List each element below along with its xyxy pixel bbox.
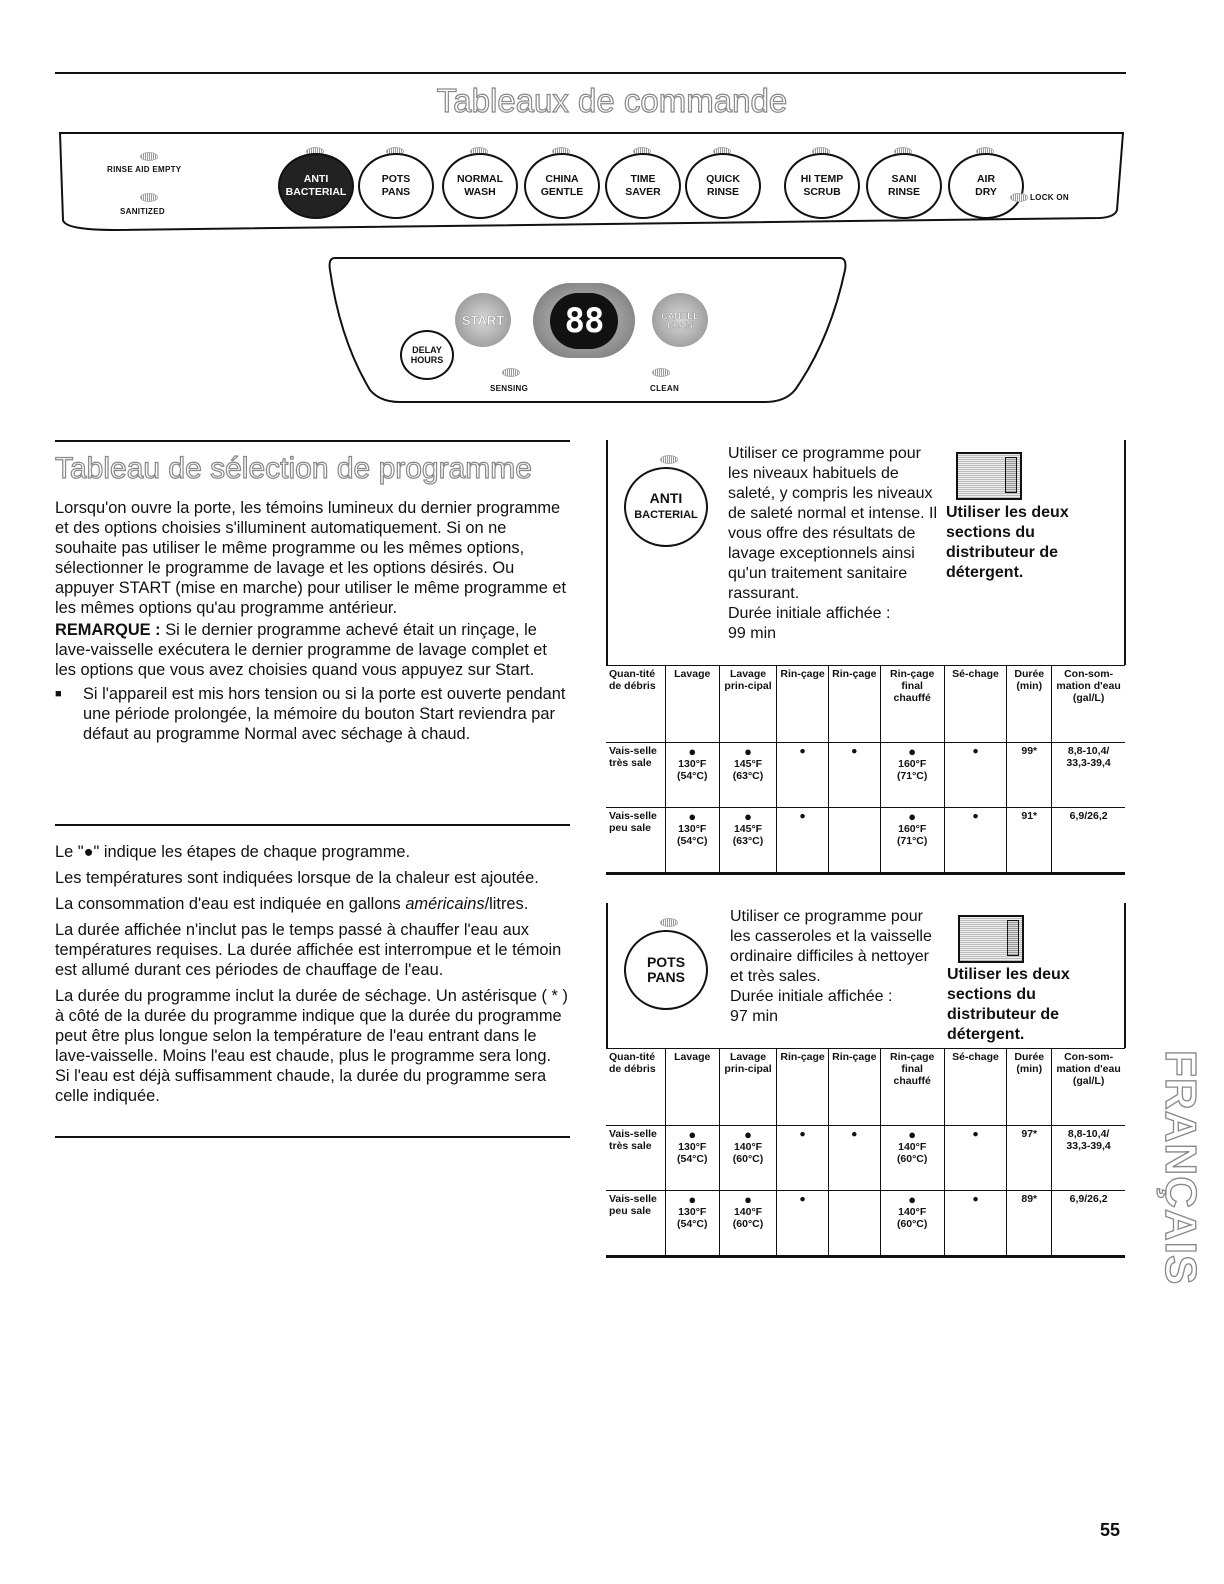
cycle1-duration-label: Durée initiale affichée :: [728, 605, 891, 622]
temperature-value: 145°F (63°C): [732, 758, 764, 782]
left-top-rule: [55, 440, 570, 442]
table-row: [606, 1191, 1125, 1257]
step-dot: ●: [688, 809, 697, 824]
table-cell: ●: [777, 1126, 829, 1191]
temperature-value: 130°F (54°C): [677, 823, 708, 847]
table-cell: 6,9/26,2: [1069, 810, 1108, 822]
step-dot: ●: [908, 1192, 917, 1207]
table-header-row: [606, 1049, 1125, 1126]
cycle-button[interactable]: [866, 153, 942, 219]
table-header-cell: Lavage prin-cipal: [719, 666, 776, 743]
temperature-value: 140°F (60°C): [732, 1206, 764, 1230]
step-dot: ●: [688, 1192, 697, 1207]
table-row: [606, 743, 1125, 808]
cycle-button-line1: HI TEMP: [800, 173, 844, 185]
table-header-cell: Lavage: [665, 1049, 719, 1126]
table-header-row: [606, 666, 1125, 743]
cycle-button[interactable]: [685, 153, 761, 219]
table-cell: Vais-selle peu sale: [606, 1191, 665, 1257]
cycle-button-line2: RINSE: [706, 186, 740, 198]
cycle2-description-block: [730, 907, 945, 1027]
cycle1-duration-value: 99 min: [728, 625, 777, 642]
cycle-button[interactable]: [442, 153, 518, 219]
step-dot: ●: [688, 1127, 697, 1142]
table-cell: [665, 1126, 719, 1191]
table-cell: ●: [828, 743, 880, 808]
table-cell: 8,8-10,4/ 33,3-39,4: [1052, 1126, 1125, 1191]
remarque-text: Si le dernier programme achevé était un rinçage, le lave-vaisselle exécutera le dernier programme de lavage complet et les options que vous avez choisies quand vous appuyez sur Start.: [55, 621, 547, 679]
temperature-value: 160°F (71°C): [896, 823, 928, 847]
cycle-button[interactable]: [605, 153, 681, 219]
table-header-cell: Durée (min): [1007, 666, 1052, 743]
note-3-text: La consommation d'eau est indiquée en gallons: [55, 895, 406, 913]
temperature-value: 145°F (63°C): [732, 823, 764, 847]
sanitized-label: SANITIZED: [120, 207, 165, 216]
cycle1-description: Utiliser ce programme pour les niveaux habituels de saleté, y compris les niveaux de saleté normal et intense. Il vous offre des résultats de lavage exceptionnels ainsi qu'un traitement sanitaire rassurant.: [728, 445, 938, 602]
drain-label: DRAIN: [667, 320, 693, 330]
display-bezel: [533, 283, 635, 358]
note-3-emphasis: américains: [405, 895, 485, 913]
table-cell: [665, 808, 719, 874]
step-dot: ●: [744, 1192, 752, 1207]
table-cell: [880, 808, 944, 874]
delay-hours-button[interactable]: [400, 330, 454, 380]
cycle-button-line1: NORMAL: [456, 173, 504, 185]
left-bottom-rule: [55, 1136, 570, 1138]
table-cell: [719, 1191, 776, 1257]
table-cell: [719, 743, 776, 808]
cycle-button-line2: BACTERIAL: [285, 186, 347, 198]
cancel-label: CANCEL: [661, 310, 699, 321]
table-header-cell: Rin-çage: [828, 1049, 880, 1126]
cycle2-led: [660, 918, 678, 927]
cycle2-left-rule: [606, 903, 608, 1048]
table-cell: ●: [944, 808, 1007, 874]
table-header-cell: Rin-çage: [777, 666, 829, 743]
table-cell: ●: [944, 1126, 1007, 1191]
cycle1-table-container: [606, 665, 1125, 875]
top-rule: [55, 72, 1126, 74]
step-dot: ●: [744, 809, 752, 824]
bullet-item: [55, 684, 570, 744]
bullet-text: Si l'appareil est mis hors tension ou si la porte est ouverte pendant une période prolongée, la mémoire du bouton Start reviendra par défaut au programme Normal avec séchage à chaud.: [83, 685, 566, 743]
cycle-button-line1: AIR: [976, 173, 996, 185]
note-3-suffix: /litres.: [484, 895, 529, 913]
table-cell: 6,9/26,2: [1069, 1193, 1108, 1205]
digital-display: 88: [564, 300, 604, 341]
table-cell: ●: [944, 743, 1007, 808]
cancel-drain-button[interactable]: [652, 293, 708, 347]
pots-pans-icon: [624, 930, 708, 1010]
cycle-button-line2: DRY: [975, 186, 997, 198]
temperature-value: 130°F (54°C): [677, 1141, 708, 1165]
table-header-cell: Sé-chage: [944, 1049, 1007, 1126]
table-header-cell: Rin-çage final chauffé: [880, 666, 944, 743]
cycle-button-line2: RINSE: [887, 186, 921, 198]
cycle2-description: Utiliser ce programme pour les casseroles et la vaisselle ordinaire difficiles à nettoyer et très sales.: [730, 908, 932, 985]
table-cell: ●: [828, 1126, 880, 1191]
cycle-button-line2: SCRUB: [803, 186, 841, 198]
step-dot: ●: [908, 809, 917, 824]
cycle-button-line2: SAVER: [625, 186, 661, 198]
note-2: Les températures sont indiquées lorsque de la chaleur est ajoutée.: [55, 869, 539, 887]
temperature-value: 160°F (71°C): [896, 758, 928, 782]
cycle2-right-rule: [1124, 903, 1126, 1048]
table-header-cell: Con-som-mation d'eau (gal/L): [1052, 1049, 1125, 1126]
lock-led: [1010, 193, 1028, 202]
cycle2-dispenser-icon: [958, 915, 1024, 963]
intro-block: [55, 498, 570, 744]
left-mid-rule: [55, 824, 570, 826]
table-cell: ●: [777, 743, 829, 808]
cycle1-description-block: [728, 444, 943, 644]
remarque-paragraph: [55, 620, 570, 680]
temperature-value: 130°F (54°C): [677, 758, 708, 782]
table-cell: [880, 1126, 944, 1191]
cycle-button[interactable]: [358, 153, 434, 219]
page-number: 55: [1100, 1520, 1121, 1540]
hours-label: HOURS: [410, 355, 444, 365]
start-button[interactable]: [455, 293, 511, 347]
table-cell: Vais-selle peu sale: [606, 808, 665, 874]
rinse-aid-empty-label: RINSE AID EMPTY: [107, 165, 182, 174]
cycle-button-label: [888, 173, 920, 199]
table-cell: 8,8-10,4/ 33,3-39,4: [1052, 743, 1125, 808]
cycle-button-line1: QUICK: [706, 173, 740, 185]
lock-on-label: LOCK ON: [1030, 193, 1069, 202]
cycle-button-label: [975, 173, 997, 199]
sanitized-led: [140, 193, 158, 202]
cycle-button-label: [801, 173, 844, 199]
table-cell: Vais-selle très sale: [606, 743, 665, 808]
delay-label: DELAY: [412, 345, 442, 355]
cycle-button-line2: PANS: [381, 186, 411, 198]
temperature-value: 140°F (60°C): [732, 1141, 764, 1165]
table-cell: Vais-selle très sale: [606, 1126, 665, 1191]
cycle-button[interactable]: [278, 153, 354, 219]
step-dot: ●: [908, 744, 917, 759]
table-cell: 89*: [1007, 1191, 1052, 1257]
remarque-label: REMARQUE :: [55, 621, 161, 639]
temperature-value: 130°F (54°C): [677, 1206, 708, 1230]
clean-label: CLEAN: [650, 384, 680, 393]
note-5: La durée du programme inclut la durée de séchage. Un astérisque ( * ) à côté de la durée du programme indique que la durée du programme peut être plus longue selon la température de l'eau entrant dans le lave-vaisselle. Moins l'eau est chaude, plus le programme sera long. Si l'eau est déjà suffisamment chaude, la durée du programme sera celle indiquée.: [55, 987, 568, 1105]
table-header-cell: Durée (min): [1007, 1049, 1052, 1126]
side-language-label: FRANÇAIS: [1156, 1050, 1205, 1286]
cycle1-left-rule: [606, 440, 608, 665]
cycle1-right-rule: [1124, 440, 1126, 665]
step-dot: ●: [688, 744, 697, 759]
cycle-table: [606, 665, 1125, 875]
table-row: [606, 1126, 1125, 1191]
section-title: Tableau de sélection de programme: [55, 452, 532, 485]
cycle-button-line1: CHINA: [545, 173, 579, 185]
table-cell: 91*: [1007, 808, 1052, 874]
anti-bacterial-icon: [624, 467, 708, 547]
cycle-button-line1: SANI: [891, 173, 917, 185]
table-cell: [665, 1191, 719, 1257]
cycle2-detergent-note: Utiliser les deux sections du distributeur de détergent.: [947, 966, 1070, 1043]
table-row: [606, 808, 1125, 874]
page-title: Tableaux de commande: [436, 82, 788, 119]
cycle2-icon-line2: PANS: [647, 969, 685, 985]
cycle-button-label: [457, 173, 503, 199]
step-dot: ●: [744, 1127, 752, 1142]
table-header-cell: Quan-tité de débris: [606, 666, 665, 743]
cycle-button-label: [382, 173, 411, 199]
clean-led: [652, 368, 670, 377]
table-header-cell: Con-som-mation d'eau (gal/L): [1052, 666, 1125, 743]
intro-paragraph: Lorsqu'on ouvre la porte, les témoins lumineux du dernier programme et des options choisies s'illuminent automatiquement. Si on ne souhaite pas utiliser le même programme ou les mêmes options, sélectionner le programme de lavage et les options désirés. Ou appuyer START (mise en marche) pour utiliser le même programme et les mêmes options qu'au programme antérieur.: [55, 499, 567, 617]
table-header-cell: Rin-çage: [777, 1049, 829, 1126]
table-cell: [719, 808, 776, 874]
table-header-cell: Rin-çage final chauffé: [880, 1049, 944, 1126]
cycle-button-line2: GENTLE: [540, 186, 584, 198]
table-cell: [880, 743, 944, 808]
table-cell: 99*: [1007, 743, 1052, 808]
table-cell: [719, 1126, 776, 1191]
table-cell: [665, 743, 719, 808]
cycle1-detergent-note: Utiliser les deux sections du distributeur de détergent.: [946, 504, 1069, 581]
cycle1-dispenser-icon: [956, 452, 1022, 500]
cycle1-icon-line2: BACTERIAL: [634, 509, 698, 521]
cycle-button-line1: ANTI: [303, 173, 329, 185]
cycle2-icon-line1: POTS: [646, 954, 686, 970]
cycle2-duration-label: Durée initiale affichée :: [730, 988, 893, 1005]
cycle-button[interactable]: [948, 153, 1024, 219]
sensing-label: SENSING: [490, 384, 529, 393]
cycle2-table-container: [606, 1048, 1125, 1258]
note-3: [55, 894, 570, 914]
table-cell: [828, 1191, 880, 1257]
cycle2-duration-value: 97 min: [730, 1008, 779, 1025]
note-4: La durée affichée n'inclut pas le temps passé à chauffer l'eau aux températures requises. La durée affichée est interrompue et le témoin est allumé durant ces périodes de chauffage de l'eau.: [55, 921, 562, 979]
sensing-led: [502, 368, 520, 377]
cycle-button-line2: WASH: [464, 186, 496, 198]
temperature-value: 140°F (60°C): [896, 1206, 928, 1230]
cycle-button-label: [286, 173, 347, 199]
bullet-icon: ■: [55, 688, 62, 700]
step-dot: ●: [744, 744, 752, 759]
start-label: START: [461, 312, 505, 328]
cycle-button[interactable]: [524, 153, 600, 219]
notes-block: [55, 842, 570, 1106]
cycle1-icon-line1: ANTI: [649, 490, 683, 506]
cycle-table: [606, 1048, 1125, 1258]
cycle-button[interactable]: [784, 153, 860, 219]
temperature-value: 140°F (60°C): [896, 1141, 928, 1165]
cycle1-led: [660, 455, 678, 464]
cycle-button-line1: TIME: [630, 173, 656, 185]
table-header-cell: Rin-çage: [828, 666, 880, 743]
note-1: Le "●" indique les étapes de chaque programme.: [55, 843, 411, 861]
cycle-button-label: [625, 173, 660, 199]
table-header-cell: Sé-chage: [944, 666, 1007, 743]
cycle-button-label: [541, 173, 584, 199]
table-cell: ●: [777, 808, 829, 874]
table-cell: [828, 808, 880, 874]
cycle-button-label: [706, 173, 740, 199]
table-cell: ●: [944, 1191, 1007, 1257]
table-cell: [880, 1191, 944, 1257]
table-header-cell: Lavage prin-cipal: [719, 1049, 776, 1126]
table-cell: ●: [777, 1191, 829, 1257]
table-cell: 97*: [1007, 1126, 1052, 1191]
cycle-button-line1: POTS: [381, 173, 411, 185]
rinse-aid-led: [140, 152, 158, 161]
table-header-cell: Lavage: [665, 666, 719, 743]
table-header-cell: Quan-tité de débris: [606, 1049, 665, 1126]
step-dot: ●: [908, 1127, 917, 1142]
